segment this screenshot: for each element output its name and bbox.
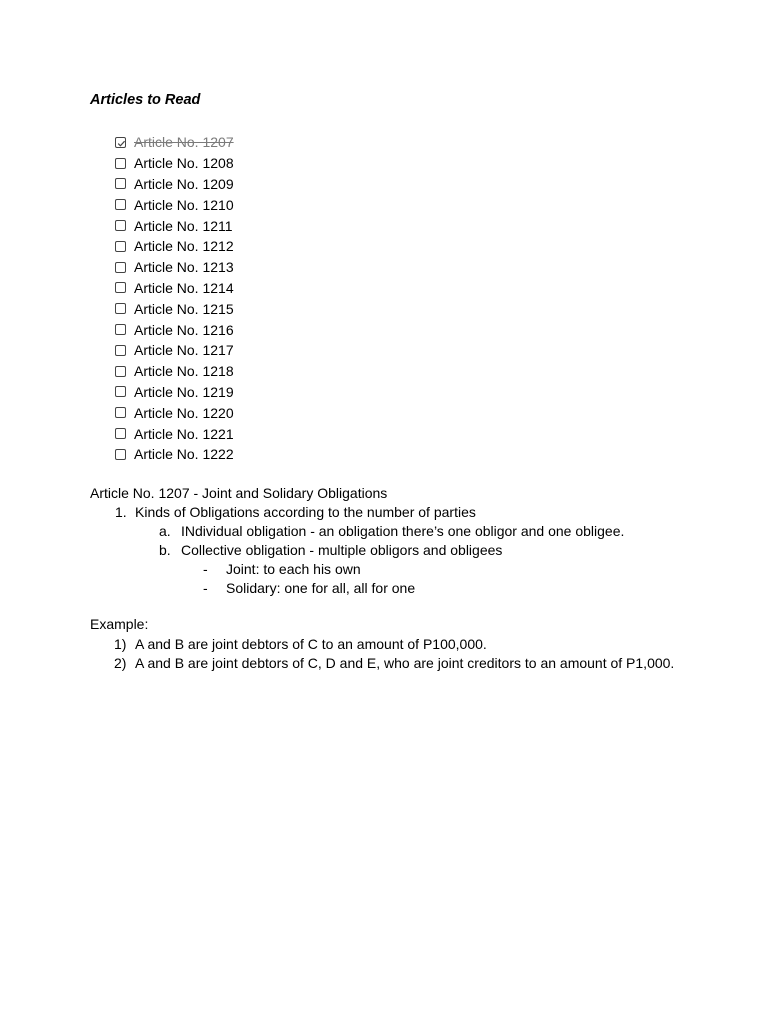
list-item-text: Collective obligation - multiple obligors and obligees xyxy=(181,542,503,558)
checklist-item-label: Article No. 1221 xyxy=(134,425,234,442)
example-item-1 xyxy=(114,636,487,652)
checkbox-unchecked[interactable] xyxy=(115,262,126,273)
checklist-item[interactable] xyxy=(115,132,234,153)
list-marker: - xyxy=(203,561,208,577)
checklist-item[interactable] xyxy=(115,361,234,382)
checklist-item[interactable] xyxy=(115,236,234,257)
list-item-text: Kinds of Obligations according to the number of parties xyxy=(135,504,476,520)
checkbox-checked[interactable] xyxy=(115,137,126,148)
checklist-item[interactable] xyxy=(115,278,234,299)
checklist-item[interactable] xyxy=(115,298,234,319)
checkbox-unchecked[interactable] xyxy=(115,282,126,293)
checklist-item-label: Article No. 1217 xyxy=(134,342,234,359)
checklist-item[interactable] xyxy=(115,257,234,278)
checkbox-unchecked[interactable] xyxy=(115,345,126,356)
list-marker: a. xyxy=(159,523,171,539)
list-item-1b xyxy=(159,542,502,558)
checklist-item-label: Article No. 1220 xyxy=(134,404,234,421)
checklist-item-label: Article No. 1207 xyxy=(134,134,234,151)
articles-checklist xyxy=(115,132,234,465)
checkbox-unchecked[interactable] xyxy=(115,220,126,231)
checklist-item[interactable] xyxy=(115,194,234,215)
checkbox-unchecked[interactable] xyxy=(115,386,126,397)
section-title: Article No. 1207 - Joint and Solidary Obligations xyxy=(90,485,388,501)
checklist-item-label: Article No. 1214 xyxy=(134,279,234,296)
checkbox-unchecked[interactable] xyxy=(115,241,126,252)
list-marker: 1) xyxy=(114,636,127,652)
checklist-item-label: Article No. 1212 xyxy=(134,238,234,255)
list-marker: b. xyxy=(159,542,171,558)
checklist-item-label: Article No. 1216 xyxy=(134,321,234,338)
checklist-item-label: Article No. 1210 xyxy=(134,196,234,213)
list-item-text: INdividual obligation - an obligation there’s one obligor and one obligee. xyxy=(181,523,625,539)
checklist-item-label: Article No. 1222 xyxy=(134,446,234,463)
checkbox-unchecked[interactable] xyxy=(115,407,126,418)
checkbox-unchecked[interactable] xyxy=(115,158,126,169)
checklist-item-label: Article No. 1213 xyxy=(134,259,234,276)
bullet-item-solidary xyxy=(203,580,415,596)
checklist-item-label: Article No. 1211 xyxy=(134,217,233,234)
checklist-item[interactable] xyxy=(115,319,234,340)
checklist-item-label: Article No. 1215 xyxy=(134,300,234,317)
list-item-text: Solidary: one for all, all for one xyxy=(226,580,416,596)
list-item-1a xyxy=(159,523,624,539)
checkbox-unchecked[interactable] xyxy=(115,449,126,460)
checklist-item[interactable] xyxy=(115,215,234,236)
checklist-item-label: Article No. 1208 xyxy=(134,155,234,172)
checklist-item-label: Article No. 1219 xyxy=(134,383,234,400)
checklist-heading: Articles to Read xyxy=(90,92,201,108)
checkbox-unchecked[interactable] xyxy=(115,199,126,210)
list-item-1 xyxy=(115,504,476,520)
list-marker: - xyxy=(203,580,208,596)
checkbox-unchecked[interactable] xyxy=(115,303,126,314)
checklist-item-label: Article No. 1209 xyxy=(134,175,234,192)
checklist-item-label: Article No. 1218 xyxy=(134,363,234,380)
example-item-2 xyxy=(114,655,674,671)
checkbox-unchecked[interactable] xyxy=(115,178,126,189)
list-item-text: A and B are joint debtors of C, D and E, who are joint creditors to an amount of P1,000. xyxy=(135,655,675,671)
checklist-item[interactable] xyxy=(115,402,234,423)
example-title: Example: xyxy=(90,616,149,632)
checkbox-unchecked[interactable] xyxy=(115,428,126,439)
checklist-item[interactable] xyxy=(115,423,234,444)
checklist-item[interactable] xyxy=(115,382,234,403)
bullet-item-joint xyxy=(203,561,361,577)
checklist-item[interactable] xyxy=(115,174,234,195)
checkbox-unchecked[interactable] xyxy=(115,366,126,377)
list-item-text: A and B are joint debtors of C to an amount of P100,000. xyxy=(135,636,487,652)
checkmark-icon xyxy=(116,138,127,149)
list-marker: 2) xyxy=(114,655,127,671)
checkbox-unchecked[interactable] xyxy=(115,324,126,335)
checklist-item[interactable] xyxy=(115,340,234,361)
checklist-item[interactable] xyxy=(115,153,234,174)
list-marker: 1. xyxy=(115,504,127,520)
checklist-item[interactable] xyxy=(115,444,234,465)
list-item-text: Joint: to each his own xyxy=(226,561,361,577)
